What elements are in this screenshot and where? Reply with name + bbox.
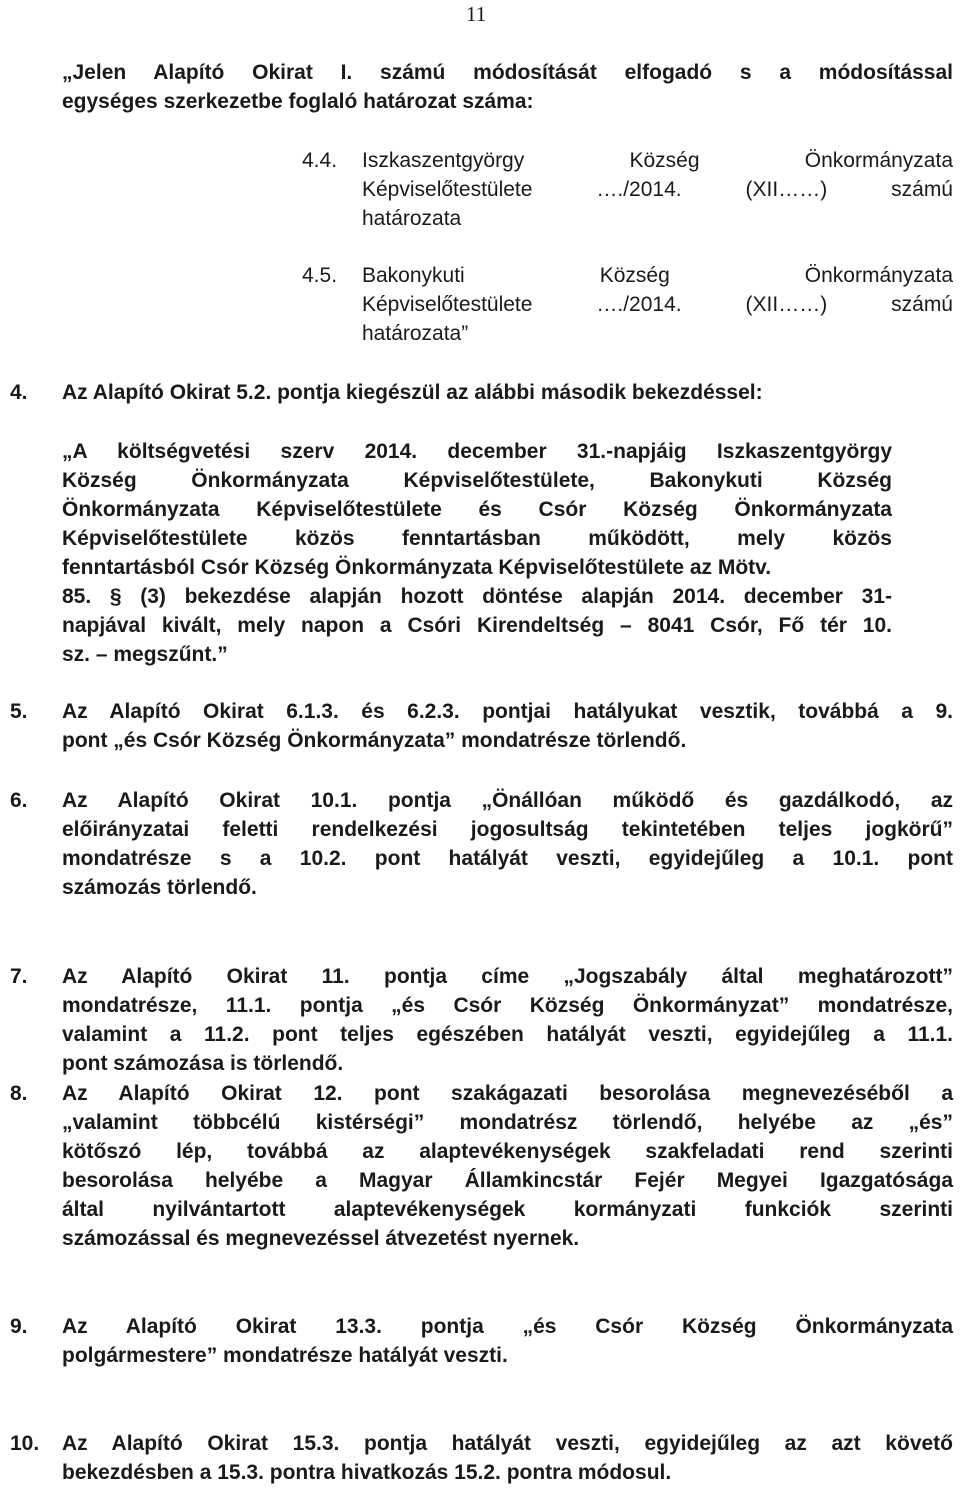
item-line: polgármestere” mondatrésze hatályát veszti. bbox=[62, 1344, 508, 1367]
item-number: 4.5. bbox=[302, 264, 338, 287]
item-line: pont számozása is törlendő. bbox=[62, 1052, 344, 1075]
item-number: 10. bbox=[10, 1432, 40, 1455]
resolution-line: határozata” bbox=[362, 322, 469, 345]
quote-line: Község Önkormányzata Képviselőtestülete, Bakonykuti Község bbox=[62, 469, 892, 492]
item-line: kötőszó lép, továbbá az alaptevékenységek szakfeladati rend szerinti bbox=[62, 1140, 953, 1163]
item-line: Az Alapító Okirat 12. pont szakágazati besorolása megnevezéséből a bbox=[62, 1082, 953, 1105]
item-line: Az Alapító Okirat 10.1. pontja „Önállóan működő és gazdálkodó, az bbox=[62, 789, 953, 812]
item-line: bekezdésben a 15.3. pontra hivatkozás 15.2. pontra módosul. bbox=[62, 1461, 672, 1484]
item-number: 6. bbox=[10, 789, 28, 812]
quote-line: 85. § (3) bekezdése alapján hozott döntése alapján 2014. december 31- bbox=[62, 585, 892, 608]
page-number: 11 bbox=[466, 2, 487, 26]
quote-line: fenntartásból Csór Község Önkormányzata Képviselőtestülete az Mötv. bbox=[62, 556, 772, 579]
item-line: mondatrésze, 11.1. pontja „és Csór Község Önkormányzat” mondatrésze, bbox=[62, 994, 953, 1017]
intro-line: „Jelen Alapító Okirat I. számú módosítását elfogadó s a módosítással bbox=[62, 61, 953, 84]
item-number: 9. bbox=[10, 1315, 28, 1338]
item-line: előirányzatai feletti rendelkezési jogosultság tekintetében teljes jogkörű” bbox=[62, 818, 953, 841]
resolution-line: Bakonykuti Község Önkormányzata bbox=[362, 264, 953, 287]
resolution-line: határozata bbox=[362, 207, 462, 230]
item-line: Az Alapító Okirat 11. pontja címe „Jogszabály által meghatározott” bbox=[62, 965, 953, 988]
quote-line: Képviselőtestülete közös fenntartásban működött, mely közös bbox=[62, 527, 892, 550]
item-number: 7. bbox=[10, 965, 28, 988]
item-number: 4.4. bbox=[302, 149, 338, 172]
item-line: besorolása helyébe a Magyar Államkincstár Fejér Megyei Igazgatósága bbox=[62, 1169, 953, 1192]
quote-line: napjával kivált, mely napon a Csóri Kirendeltség – 8041 Csór, Fő tér 10. bbox=[62, 614, 892, 637]
quote-line: „A költségvetési szerv 2014. december 31.-napjáig Iszkaszentgyörgy bbox=[62, 440, 892, 463]
resolution-line: Képviselőtestülete …./2014. (XII……) számú bbox=[362, 293, 953, 316]
item-number: 8. bbox=[10, 1082, 28, 1105]
item-line: mondatrésze s a 10.2. pont hatályát veszti, egyidejűleg a 10.1. pont bbox=[62, 847, 953, 870]
item-line: számozással és megnevezéssel átvezetést nyernek. bbox=[62, 1227, 580, 1250]
quote-line: sz. – megszűnt.” bbox=[62, 643, 228, 666]
item-line: Az Alapító Okirat 15.3. pontja hatályát veszti, egyidejűleg az azt követő bbox=[62, 1432, 953, 1455]
item-line: Az Alapító Okirat 13.3. pontja „és Csór Község Önkormányzata bbox=[62, 1315, 953, 1338]
resolution-line: Iszkaszentgyörgy Község Önkormányzata bbox=[362, 149, 953, 172]
item-line: pont „és Csór Község Önkormányzata” mondatrésze törlendő. bbox=[62, 729, 687, 752]
item-line: Az Alapító Okirat 5.2. pontja kiegészül az alábbi második bekezdéssel: bbox=[62, 381, 763, 404]
item-number: 4. bbox=[10, 381, 28, 404]
item-line: valamint a 11.2. pont teljes egészében hatályát veszti, egyidejűleg a 11.1. bbox=[62, 1023, 953, 1046]
quote-line: Önkormányzata Képviselőtestülete és Csór Község Önkormányzata bbox=[62, 498, 892, 521]
item-line: számozás törlendő. bbox=[62, 876, 257, 899]
item-line: Az Alapító Okirat 6.1.3. és 6.2.3. pontjai hatályukat vesztik, továbbá a 9. bbox=[62, 700, 953, 723]
intro-line: egységes szerkezetbe foglaló határozat száma: bbox=[62, 90, 534, 113]
item-number: 5. bbox=[10, 700, 28, 723]
item-line: „valamint többcélú kistérségi” mondatrész törlendő, helyébe az „és” bbox=[62, 1111, 953, 1134]
item-line: által nyilvántartott alaptevékenységek kormányzati funkciók szerinti bbox=[62, 1198, 953, 1221]
resolution-line: Képviselőtestülete …./2014. (XII……) számú bbox=[362, 178, 953, 201]
